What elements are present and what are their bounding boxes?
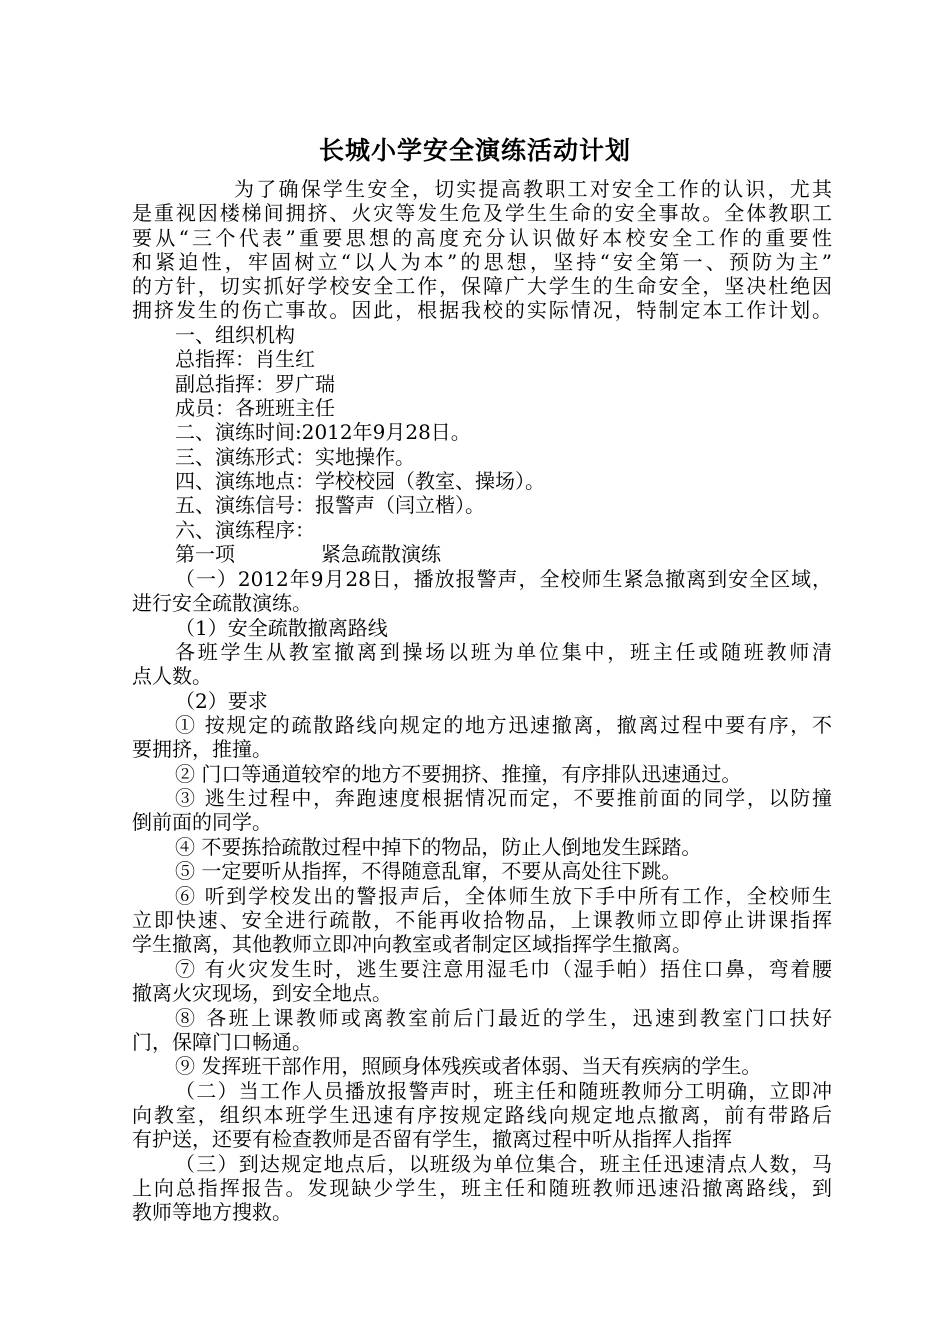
section-heading: 二、演练时间:2012年9月28日。 [175, 420, 471, 444]
section-heading: 六、演练程序： [175, 518, 315, 542]
requirement-line: ⑨ 发挥班干部作用，照顾身体残疾或者体弱、当天有疾病的学生。 [175, 1054, 762, 1078]
requirement-line: ④ 不要拣拾疏散过程中掉下的物品，防止人倒地发生踩踏。 [175, 835, 702, 859]
paragraph-line: （三）到达规定地点后，以班级为单位集合，班主任迅速清点人数，马 [175, 1152, 832, 1176]
requirement-line: 立即快速、安全进行疏散，不能再收拾物品，上课教师立即停止讲课指挥 [132, 908, 832, 932]
requirement-line: 门，保障门口畅通。 [132, 1030, 312, 1054]
intro-line: 和紧迫性，牢固树立“以人为本”的思想，坚持“安全第一、预防为主” [132, 250, 832, 274]
paragraph-line: （一）2012年9月28日，播放报警声，全校师生紧急撤离到安全区域， [175, 567, 832, 591]
paragraph-line: 向教室，组织本班学生迅速有序按规定路线向规定地点撤离，前有带路后 [132, 1103, 832, 1127]
document-title: 长城小学安全演练活动计划 [318, 136, 631, 165]
deputy-line: 副总指挥：罗广瑞 [175, 372, 335, 396]
requirement-line: ⑥ 听到学校发出的警报声后，全体师生放下手中所有工作，全校师生 [175, 884, 832, 908]
paragraph-line: 各班学生从教室撤离到操场以班为单位集中，班主任或随班教师清 [175, 640, 832, 664]
intro-line: 是重视因楼梯间拥挤、火灾等发生危及学生生命的安全事故。全体教职工 [132, 201, 832, 225]
section-heading: 一、组织机构 [175, 323, 295, 347]
item-name: 紧急疏散演练 [321, 542, 441, 566]
requirement-line: ③ 逃生过程中，奔跑速度根据情况而定，不要推前面的同学，以防撞 [175, 786, 832, 810]
commander-line: 总指挥：肖生红 [175, 347, 315, 371]
intro-line: 要从“三个代表”重要思想的高度充分认识做好本校安全工作的重要性 [132, 226, 832, 250]
members-line: 成员：各班班主任 [175, 396, 335, 420]
paragraph-line: （二）当工作人员播放报警声时，班主任和随班教师分工明确，立即冲 [175, 1079, 832, 1103]
paragraph-line: 教师等地方搜救。 [132, 1200, 292, 1224]
paragraph-line: 有护送，还要有检查教师是否留有学生，撤离过程中听从指挥人指挥 [132, 1127, 732, 1151]
subsection-heading: （2）要求 [175, 689, 268, 713]
requirement-line: ⑤ 一定要听从指挥，不得随意乱窜，不要从高处往下跳。 [175, 859, 682, 883]
requirement-line: 倒前面的同学。 [132, 810, 272, 834]
requirement-line: 撤离火灾现场，到安全地点。 [132, 981, 392, 1005]
intro-line: 的方针，切实抓好学校安全工作，保障广大学生的生命安全，坚决杜绝因 [132, 274, 832, 298]
requirement-line: 要拥挤，推撞。 [132, 737, 272, 761]
intro-line: 为了确保学生安全，切实提高教职工对安全工作的认识，尤其 [234, 177, 832, 201]
requirement-line: ① 按规定的疏散路线向规定的地方迅速撤离，撤离过程中要有序，不 [175, 713, 832, 737]
requirement-line: ⑦ 有火灾发生时，逃生要注意用湿毛巾（湿手帕）捂住口鼻，弯着腰 [175, 957, 832, 981]
section-heading: 四、演练地点：学校校园（教室、操场）。 [175, 469, 545, 493]
paragraph-line: 点人数。 [132, 664, 212, 688]
section-heading: 三、演练形式：实地操作。 [175, 445, 415, 469]
paragraph-line: 进行安全疏散演练。 [132, 591, 312, 615]
item-label: 第一项 [175, 542, 235, 566]
subsection-heading: （1）安全疏散撤离路线 [175, 616, 388, 640]
requirement-line: 学生撤离，其他教师立即冲向教室或者制定区域指挥学生撤离。 [132, 932, 692, 956]
intro-line: 拥挤发生的伤亡事故。因此，根据我校的实际情况，特制定本工作计划。 [132, 298, 832, 322]
section-heading: 五、演练信号：报警声（闫立楷）。 [175, 493, 485, 517]
paragraph-line: 上向总指挥报告。发现缺少学生，班主任和随班教师迅速沿撤离路线，到 [132, 1176, 832, 1200]
requirement-line: ② 门口等通道较窄的地方不要拥挤、推撞，有序排队迅速通过。 [175, 762, 742, 786]
requirement-line: ⑧ 各班上课教师或离教室前后门最近的学生，迅速到教室门口扶好 [175, 1006, 832, 1030]
